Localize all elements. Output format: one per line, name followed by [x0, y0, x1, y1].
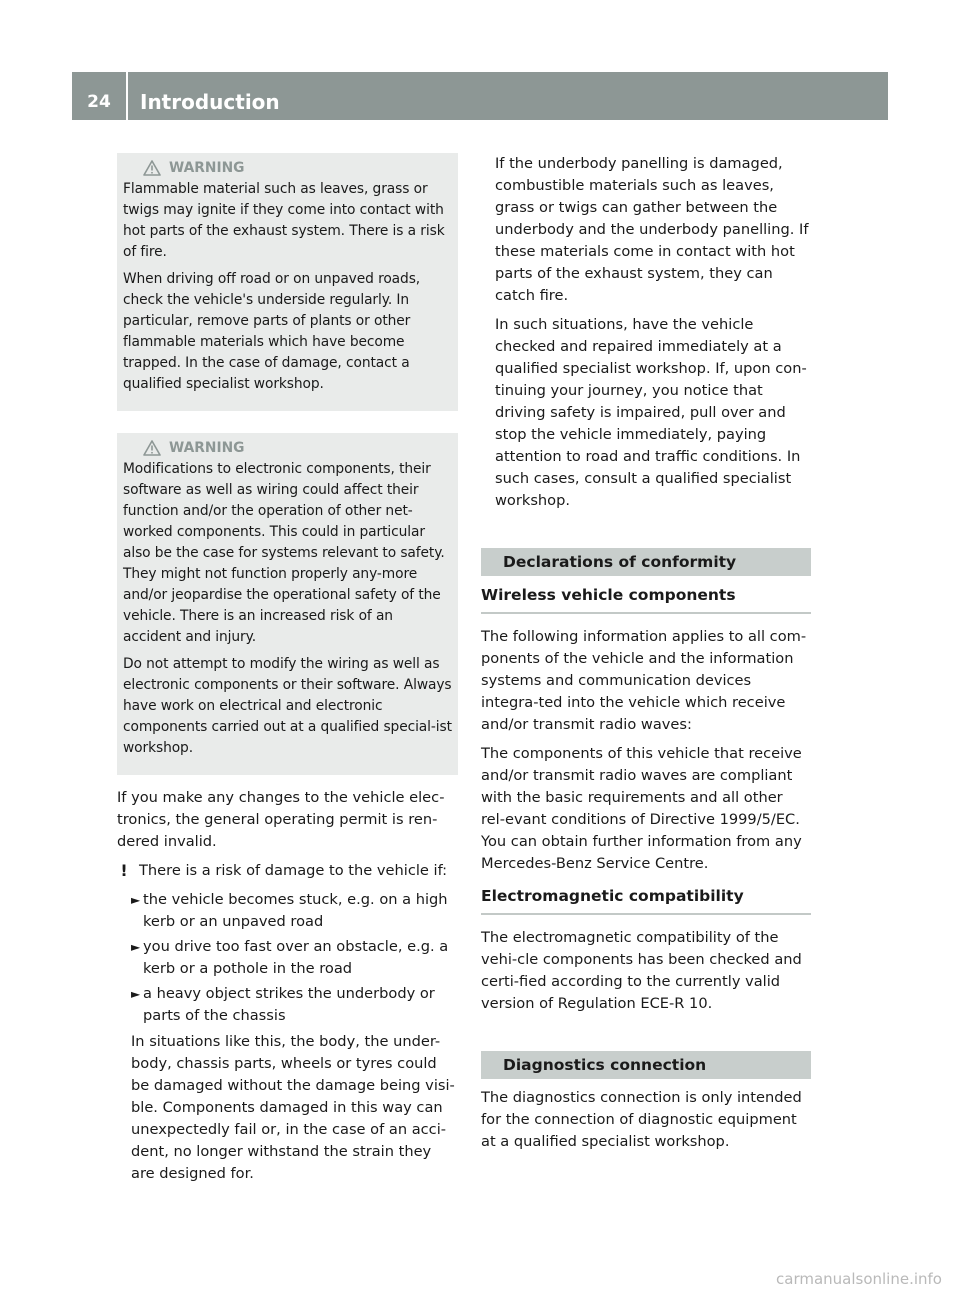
body-paragraph: In situations like this, the body, the under-body, chassis parts, wheels or tyres could be damaged without the damage being visi-ble. Components damaged in this way can unexpectedly fail or, in the case of an acci-dent, no longer withstand the strain they are designed for. — [131, 1033, 455, 1182]
header-divider — [126, 72, 128, 120]
body-paragraph: The electromagnetic compatibility of the vehi-cle components has been checked and certi-fied according to the currently valid version of Regulation ECE-R 10. — [481, 929, 802, 1012]
subsection-heading: Electromagnetic compatibility — [481, 885, 811, 915]
warning-text: Flammable material such as leaves, grass or twigs may ignite if they come into contact with hot parts of the exhaust system. There is a risk of fire. — [123, 181, 445, 260]
body-paragraph: If you make any changes to the vehicle elec-tronics, the general operating permit is ren-dered invalid. — [117, 789, 445, 850]
body-paragraph: If the underbody panelling is damaged, combustible materials such as leaves, grass or twigs can gather between the underbody and the underbody panelling. If these materials come in contact with hot parts of the exhaust system, they can catch fire. — [495, 155, 809, 304]
notice-text: There is a risk of damage to the vehicle if: — [139, 862, 448, 879]
continued-notice — [481, 153, 811, 512]
list-item: ► a heavy object strikes the underbody or parts of the chassis — [131, 985, 435, 1024]
section-heading: Declarations of conformity — [481, 548, 811, 576]
triangle-bullet-icon: ► — [131, 940, 141, 954]
page-number: 24 — [87, 92, 111, 112]
list-item: ► you drive too fast over an obstacle, e.g. a kerb or a pothole in the road — [131, 938, 449, 977]
warning-label: WARNING — [169, 440, 245, 456]
right-column — [481, 153, 811, 1160]
warning-label: WARNING — [169, 160, 245, 176]
damage-notice — [117, 860, 458, 889]
watermark: carmanualsonline.info — [776, 1270, 942, 1288]
warning-triangle-icon — [143, 440, 161, 456]
triangle-bullet-icon: ► — [131, 893, 141, 907]
body-paragraph: The diagnostics connection is only intended for the connection of diagnostic equipment at a qualified specialist workshop. — [481, 1089, 802, 1150]
list-item: ► the vehicle becomes stuck, e.g. on a high kerb or an unpaved road — [131, 891, 448, 930]
warning-box-electronics — [117, 433, 458, 775]
section-heading: Diagnostics connection — [481, 1051, 811, 1079]
warning-heading — [143, 437, 452, 459]
header-bar — [72, 72, 888, 120]
body-paragraph: The following information applies to all com-ponents of the vehicle and the information systems and communication devices integra-ted into the vehicle which receive and/or transmit radio waves: — [481, 628, 807, 733]
left-column — [117, 153, 458, 1192]
warning-triangle-icon — [143, 160, 161, 176]
subsection-heading: Wireless vehicle components — [481, 584, 811, 614]
warning-text: When driving off road or on unpaved roads, check the vehicle's underside regularly. In particular, remove parts of plants or other flammable materials which have become trapped. In the case of damage, contact a qualified specialist workshop. — [123, 271, 421, 392]
damage-list — [117, 889, 458, 1027]
warning-box-fire — [117, 153, 458, 411]
body-paragraph: In such situations, have the vehicle checked and repaired immediately at a qualified specialist workshop. If, upon con-tinuing your journey, you notice that driving safety is impaired, pull over and stop the vehicle immediately, paying attention to road and traffic conditions. In such cases, consult a qualified specialist workshop. — [495, 316, 807, 509]
triangle-bullet-icon: ► — [131, 987, 141, 1001]
warning-text: Do not attempt to modify the wiring as well as electronic components or their software. Always have work on electrical and electronic components carried out at a qualified special-ist workshop. — [123, 656, 452, 756]
warning-heading — [143, 157, 452, 179]
page-title: Introduction — [140, 90, 280, 114]
body-paragraph: The components of this vehicle that receive and/or transmit radio waves are compliant with the basic requirements and all other rel-evant conditions of Directive 1999/5/EC. You can obtain further information from any Mercedes-Benz Service Centre. — [481, 745, 802, 872]
warning-text: Modifications to electronic components, their software as well as wiring could affect their function and/or the operation of other net-worked components. This could in particular also be the case for systems relevant to safety. They might not function properly any-more and/or jeopardise the operational safety of the vehicle. There is an increased risk of an accident and injury. — [123, 461, 445, 645]
exclamation-icon: ! — [120, 861, 128, 880]
